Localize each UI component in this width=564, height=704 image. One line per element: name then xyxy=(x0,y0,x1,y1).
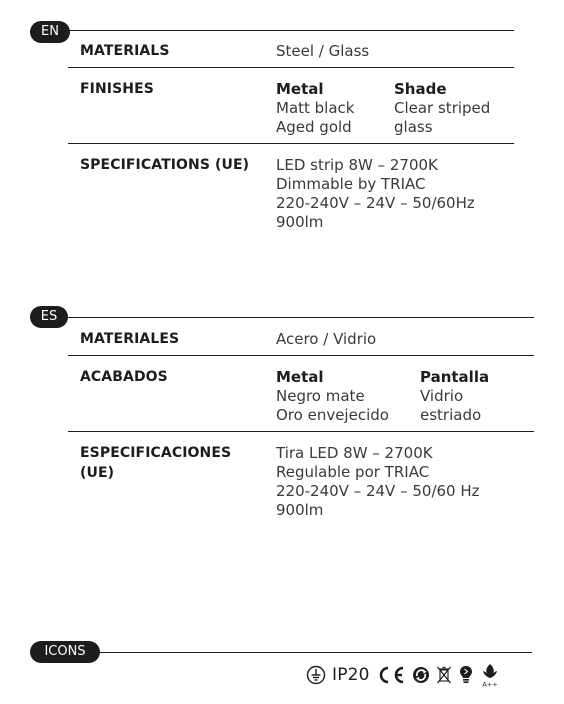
section-tag-icons: ICONS xyxy=(30,641,100,663)
section-rule-icons xyxy=(98,652,532,653)
earth-ground-icon xyxy=(306,665,326,685)
energy-class-icon xyxy=(480,662,500,688)
certification-icons xyxy=(306,662,500,688)
section-tag-es: ES xyxy=(30,306,68,328)
finishes-shade-item: glass xyxy=(394,118,433,136)
section-rule-en xyxy=(68,30,514,31)
row-divider xyxy=(68,431,534,432)
specifications-list xyxy=(276,156,475,232)
led-bulb-icon xyxy=(458,664,474,686)
materiales-value: Acero / Vidrio xyxy=(276,330,377,348)
especificacion-item: 900lm xyxy=(276,501,324,519)
weee-bin-icon xyxy=(436,665,452,685)
row-divider xyxy=(68,67,514,68)
finishes-metal-list xyxy=(276,99,354,137)
recycling-icon xyxy=(412,665,430,685)
finishes-shade-heading: Shade xyxy=(394,80,447,98)
acabados-metal-item: Oro envejecido xyxy=(276,406,389,424)
acabados-pantalla-item: estriado xyxy=(420,406,482,424)
especificaciones-list xyxy=(276,444,480,520)
finishes-metal-item: Matt black xyxy=(276,99,355,117)
section-tag-en: EN xyxy=(30,21,70,43)
acabados-metal-heading: Metal xyxy=(276,368,324,386)
especificacion-item: 220-240V – 24V – 50/60 Hz xyxy=(276,482,480,500)
acabados-pantalla-list xyxy=(420,387,481,425)
acabados-pantalla-heading: Pantalla xyxy=(420,368,490,386)
section-rule-es xyxy=(66,317,534,318)
materiales-label: MATERIALES xyxy=(80,331,180,347)
ip20-label: IP20 xyxy=(332,665,370,685)
finishes-label: FINISHES xyxy=(80,81,154,97)
ce-mark-icon xyxy=(376,665,406,685)
acabados-metal-item: Negro mate xyxy=(276,387,365,405)
acabados-metal-list xyxy=(276,387,389,425)
specification-item: Dimmable by TRIAC xyxy=(276,175,426,193)
finishes-shade-list xyxy=(394,99,490,137)
row-divider xyxy=(68,355,534,356)
finishes-metal-item: Aged gold xyxy=(276,118,352,136)
especificacion-item: Regulable por TRIAC xyxy=(276,463,430,481)
row-divider xyxy=(68,143,514,144)
energy-class-label: A++ xyxy=(482,680,498,688)
especificaciones-label xyxy=(80,443,231,483)
specifications-label: SPECIFICATIONS (UE) xyxy=(80,157,250,173)
especificaciones-label-line: ESPECIFICACIONES xyxy=(80,445,232,461)
acabados-label: ACABADOS xyxy=(80,369,168,385)
specification-item: 900lm xyxy=(276,213,324,231)
materials-value: Steel / Glass xyxy=(276,42,370,60)
especificacion-item: Tira LED 8W – 2700K xyxy=(276,444,433,462)
acabados-pantalla-item: Vidrio xyxy=(420,387,464,405)
finishes-shade-item: Clear striped xyxy=(394,99,491,117)
materials-label: MATERIALS xyxy=(80,43,170,59)
finishes-metal-heading: Metal xyxy=(276,80,324,98)
specification-item: 220-240V – 24V – 50/60Hz xyxy=(276,194,475,212)
specification-item: LED strip 8W – 2700K xyxy=(276,156,438,174)
especificaciones-label-line: (UE) xyxy=(80,465,115,481)
